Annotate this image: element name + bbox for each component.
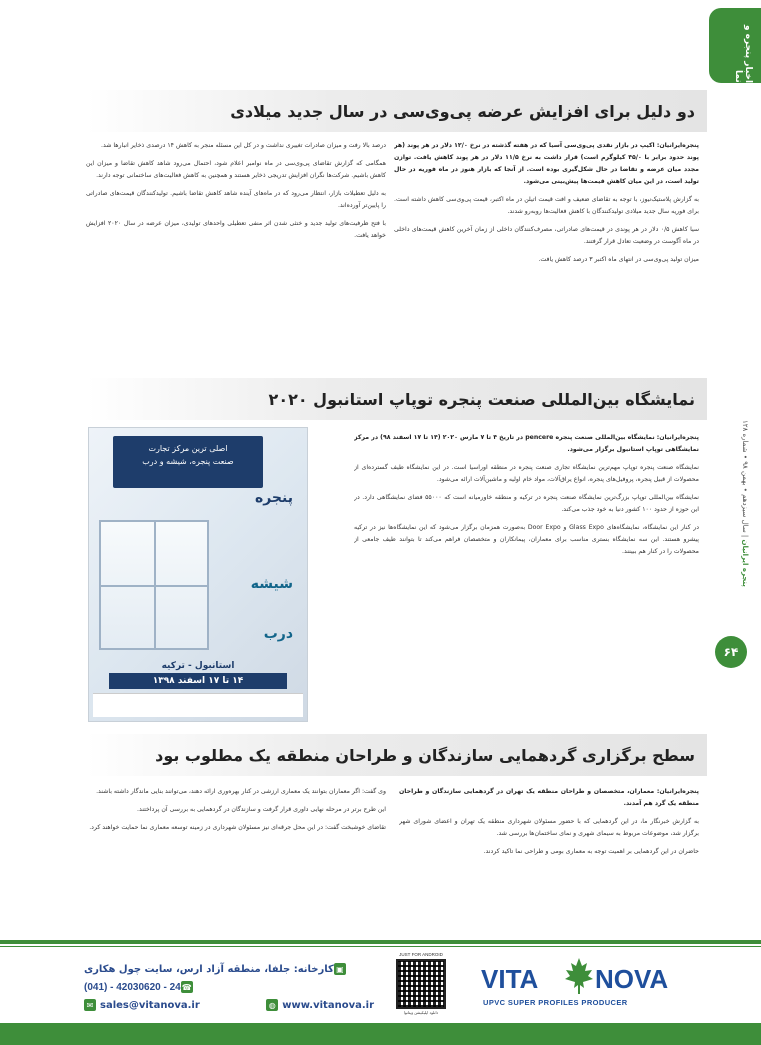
email-group[interactable] [84, 999, 200, 1011]
qr-label: JUST FOR ANDROID [399, 952, 443, 957]
article1-p8: با فتح ظرفیت‌های تولید جدید و خنثی شدن اثر منفی تعطیلی واحدهای تولیدی، میزان عرضه در سال ۲۰۲۰ افزایش خواهد یافت. [86, 220, 386, 239]
logo-tagline: UPVC SUPER PROFILES PRODUCER [483, 998, 628, 1007]
article1-p4: میزان تولید پی‌وی‌سی در انتهای ماه اکتبر ۳ درصد کاهش یافت. [538, 256, 699, 263]
article3-p2: به گزارش خبرنگار ما، در این گردهمایی که با حضور مسئولان شهرداری منطقه یک تهران و اعضای شورای شهر برگزار شد، موضوعات مربوط به سیمای شهری و نمای ساختمان‌ها بررسی شد. [399, 818, 699, 837]
article3-p5: این طرح برتر در مرحله نهایی داوری قرار گرفت و سازندگان در گردهمایی به بررسی آن پرداختند. [137, 806, 386, 813]
app-qr-code[interactable] [392, 952, 450, 1018]
qr-code-image [396, 959, 446, 1009]
article1-title: دو دلیل برای افزایش عرضه پی‌وی‌سی در سال جدید میلادی [230, 101, 695, 121]
article1-p5: درصد بالا رفت و میزان صادرات تغییری نداشت و در کل این مسئله منجر به کاهش ۱۴ درصدی ذخایر انبارها شد. [101, 142, 386, 149]
article1-p2: به گزارش پلاستیک‌نیوز، با توجه به تقاضای ضعیف و افت قیمت اتیلن در ماه اکتبر، قیمت پی‌وی‌سی کاهش داشته است. برای فوریه سال جدید میلادی تولیدکنندگان با کاهش فعالیت‌ها روبه‌رو شدند. [394, 196, 699, 215]
section-tab [709, 8, 761, 83]
globe-icon: ◍ [266, 999, 278, 1011]
article3-p6: تقاضای خوشبخت گفت: در این محل جرقه‌ای نیز مسئولان شهرداری در زمینه توسعه معماری نما حمایت خواهند کرد. [89, 824, 386, 831]
article2-title: نمایشگاه بین‌المللی صنعت پنجره توپاپ استانبول ۲۰۲۰ [268, 389, 695, 409]
article2-p3: نمایشگاه بین‌المللی توپاپ بزرگ‌ترین نمایشگاه صنعت پنجره در ترکیه و منطقه خاورمیانه است که ۵۵۰۰۰ فضای نمایشگاهی دارد. در این حوزه از حدود ۱۰۰ کشور دنیا به خود جذب می‌کند. [354, 494, 699, 513]
qr-caption: دانلود اپلیکیشن ویتانوا [403, 1010, 439, 1015]
ad-brand-glass: شیشه [250, 576, 293, 592]
article3-col-right [399, 786, 699, 926]
phone-icon: ☎ [181, 982, 192, 992]
ad-brand-window: پنجره [254, 490, 293, 506]
address-row [84, 960, 374, 978]
phone-row [84, 978, 374, 996]
page-number: ۶۴ [715, 636, 747, 668]
article3-p3: حاضران در این گردهمایی بر اهمیت توجه به معماری بومی و طراحی نما تاکید کردند. [483, 848, 699, 855]
ad-banner-line2: صنعت پنجره، شیشه و درب [142, 457, 234, 466]
website-link[interactable]: www.vitanova.ir [282, 999, 374, 1011]
article3-title: سطح برگزاری گردهمایی سازندگان و طراحان منطقه یک مطلوب بود [155, 745, 695, 765]
fair-advertisement [88, 427, 308, 722]
article1-p1: پنجره‌ایرانیان: اکیپ در بازار نقدی پی‌وی‌سی آسیا که در هفته گذشته در نرخ ۱۲/۰ دلار در هر پوند (هر پوند حدود برابر با ۴۵/۰ کیلوگرم است) قرار داشت به نرخ ۱۱/۵ دلار در هر پوند کاهش یافت. توازن مجدد میان عرضه و تقاضا در حال شکل‌گیری بوده است. از آنجا که بازار هنوز در ماه فوریه در حال تولید است، در این میان کاهش قیمت‌ها پیش‌بینی می‌شود. [394, 142, 699, 185]
factory-icon: ▣ [334, 963, 346, 975]
article2-p4: در کنار این نمایشگاه، نمایشگاه‌های Glass Expo و Door Expo به‌صورت همزمان برگزار می‌شود که این نمایشگاه‌ها نیز در ترکیه پیشرو هستند. این سه نمایشگاه بستری مناسب برای معماران، پیمانکاران و متخصصان فراهم می‌کند تا بتوانند طیف جامعی از محصولات را در کنار هم ببینند. [354, 524, 699, 555]
article1-title-bar [86, 90, 707, 132]
article3-title-bar [86, 734, 707, 776]
section-tab-label: اخبار پنجره و نما [733, 24, 753, 83]
ad-sponsor-logos [93, 693, 303, 717]
contact-info [84, 960, 374, 1014]
article2-title-bar [86, 378, 707, 420]
article3-col-left [86, 786, 386, 926]
address-text: کارخانه: جلفا، منطقه آزاد ارس، سایت چول هکاری [84, 963, 334, 975]
footer-bottom-bar [0, 1023, 761, 1045]
article3-p1: پنجره‌ایرانیان: معماران، متخصصان و طراحان منطقه یک تهران در گردهمایی سازندگان و طراحان منطقه یک گرد هم آمدند. [399, 788, 699, 807]
mail-icon: ✉ [84, 999, 96, 1011]
article2-p2: نمایشگاه صنعت پنجره توپاپ مهم‌ترین نمایشگاه تجاری صنعت پنجره در منطقه اوراسیا است. در این نمایشگاه طیف گسترده‌ای از محصولات از قبیل پنجره، پروفیل‌های پنجره، انواع یراق‌آلات، مواد خام اولیه و ماشین‌آلات ارائه می‌شود. [354, 464, 699, 483]
ad-brand-door: درب [263, 626, 293, 642]
web-row [84, 996, 374, 1014]
ad-city: استانبول - ترکیه [161, 661, 235, 671]
phone-text: (041) - 42030620 - 24 [84, 981, 181, 993]
ad-banner-line1: اصلی ترین مرکز تجارت [148, 444, 228, 453]
ad-dates: ۱۴ تا ۱۷ اسفند ۱۳۹۸ [109, 673, 287, 689]
article1-col-left [86, 140, 386, 365]
article1-p7: به دلیل تعطیلات بازار، انتظار می‌رود که در ماه‌های آینده شاهد کاهش تقاضا باشیم. تولیدکنندگان قیمت‌های صادراتی را پایین‌تر آورده‌اند. [86, 190, 386, 209]
article1-p6: همگامی که گزارش تقاضای پی‌وی‌سی در ماه نوامبر اعلام شود، احتمال می‌رود شاهد کاهش تقاضا و میزان این کاهش باشیم. شرکت‌ها نگران افزایش تدریجی ذخایر هستند و همچنین به کاهش فعالیت‌های ساختمانی توجه دارند. [86, 160, 386, 179]
article2-p1: پنجره‌ایرانیان: نمایشگاه بین‌المللی صنعت پنجره pencere در تاریخ ۴ تا ۷ مارس ۲۰۲۰ (۱۴ تا ۱۷ اسفند ۹۸) در مرکز نمایشگاهی توپاپ استانبول برگزار می‌شود. [354, 434, 699, 453]
logo-word-nova: NOVA [595, 964, 669, 994]
ad-banner [113, 436, 263, 488]
email-link[interactable]: sales@vitanova.ir [100, 999, 200, 1011]
issue-details: سال سیزدهم • بهمن ۹۸ • شماره ۱۲۸ [741, 420, 749, 533]
article2-body [354, 432, 699, 722]
magazine-name: پنجره ایرانیان [741, 539, 749, 587]
article3-p4: وی گفت: اگر معماران بتوانند یک معماری ارزشی در کنار بهره‌وری ارائه دهند، می‌توانند بنایی ماندگار داشته باشند. [96, 788, 386, 795]
maple-leaf-icon [565, 958, 593, 994]
article1-p3: سیا کاهش ۰/۵ دلار در هر پوندی در قیمت‌های صادراتی، مصرف‌کنندگان داخلی از زمان آخرین کاهش قیمت‌های داخلی در ماه آگوست در وضعیت تعادل قرار گرفتند. [394, 226, 699, 245]
logo-word-vita: VITA [481, 964, 539, 994]
article1-col-right [394, 140, 699, 365]
issue-info: پنجره ایرانیان | سال سیزدهم • بهمن ۹۸ • شماره ۱۲۸ [741, 420, 749, 587]
window-illustration [99, 520, 209, 650]
website-group[interactable] [266, 999, 374, 1011]
vitanova-logo [481, 958, 681, 1018]
footer-divider [0, 940, 761, 944]
